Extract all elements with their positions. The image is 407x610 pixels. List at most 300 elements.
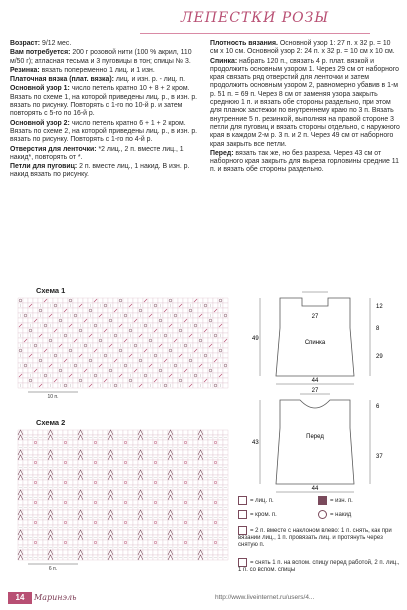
chart-cell	[148, 510, 153, 515]
chart-cell	[43, 328, 48, 333]
chart-cell	[98, 328, 103, 333]
chart-cell	[68, 430, 73, 435]
chart-cell	[163, 383, 168, 388]
chart-cell	[78, 435, 83, 440]
chart-cell	[133, 440, 138, 445]
chart-cell	[143, 460, 148, 465]
chart-cell	[93, 540, 98, 545]
chart-cell	[108, 480, 113, 485]
chart-cell	[18, 348, 23, 353]
chart-cell	[208, 530, 213, 535]
chart-cell	[58, 500, 63, 505]
chart-cell	[108, 318, 113, 323]
chart-cell	[33, 470, 38, 475]
chart-cell	[88, 298, 93, 303]
chart-cell	[83, 348, 88, 353]
chart-cell	[178, 470, 183, 475]
chart-cell	[28, 378, 33, 383]
chart-cell	[18, 475, 23, 480]
chart-cell	[133, 500, 138, 505]
chart-cell	[113, 348, 118, 353]
chart-cell	[73, 480, 78, 485]
chart-cell	[178, 318, 183, 323]
chart-cell	[33, 500, 38, 505]
chart-cell	[53, 368, 58, 373]
chart-cell	[203, 308, 208, 313]
chart-cell	[213, 550, 218, 555]
chart-cell	[53, 303, 58, 308]
chart-cell	[163, 500, 168, 505]
chart-cell	[48, 440, 53, 445]
chart-cell	[223, 373, 228, 378]
chart-cell	[18, 440, 23, 445]
chart-cell	[23, 298, 28, 303]
legend-knit: = лиц. п.	[250, 498, 274, 505]
chart-cell	[203, 530, 208, 535]
chart-cell	[173, 333, 178, 338]
chart-cell	[163, 328, 168, 333]
chart-cell	[208, 328, 213, 333]
chart-cell	[23, 430, 28, 435]
chart-cell	[138, 338, 143, 343]
chart-cell	[188, 480, 193, 485]
chart-cell	[198, 515, 203, 520]
garter-value: лиц. и изн. р. - лиц. п.	[115, 76, 186, 84]
chart-cell	[143, 540, 148, 545]
chart-cell	[38, 450, 43, 455]
chart-cell	[93, 550, 98, 555]
chart-cell	[168, 308, 173, 313]
chart-cell	[88, 540, 93, 545]
chart-cell	[153, 500, 158, 505]
chart-cell	[158, 338, 163, 343]
chart-cell	[138, 470, 143, 475]
chart-cell	[163, 520, 168, 525]
chart-cell	[98, 450, 103, 455]
chart-cell	[18, 550, 23, 555]
chart-cell	[43, 333, 48, 338]
chart-cell	[93, 530, 98, 535]
chart-cell	[218, 450, 223, 455]
chart-cell	[163, 338, 168, 343]
chart-cell	[23, 480, 28, 485]
chart-cell	[183, 358, 188, 363]
chart-cell	[138, 378, 143, 383]
chart-cell	[198, 480, 203, 485]
chart-cell	[138, 475, 143, 480]
chart-cell	[53, 318, 58, 323]
chart-cell	[138, 358, 143, 363]
chart-cell	[143, 530, 148, 535]
chart-cell	[73, 460, 78, 465]
chart-cell	[98, 308, 103, 313]
chart-cell	[128, 308, 133, 313]
chart-cell	[193, 540, 198, 545]
chart-cell	[133, 490, 138, 495]
chart-cell	[123, 450, 128, 455]
chart-cell	[203, 383, 208, 388]
chart-cell	[223, 530, 228, 535]
chart-cell	[98, 550, 103, 555]
chart-cell	[103, 520, 108, 525]
chart-cell	[223, 368, 228, 373]
chart-cell	[198, 348, 203, 353]
chart-cell	[188, 440, 193, 445]
chart-cell	[173, 308, 178, 313]
chart-cell	[158, 450, 163, 455]
chart-cell	[173, 353, 178, 358]
chart-cell	[148, 318, 153, 323]
chart-cell	[148, 530, 153, 535]
chart-cell	[218, 308, 223, 313]
chart-cell	[48, 520, 53, 525]
chart-cell	[43, 358, 48, 363]
chart-cell	[153, 343, 158, 348]
chart-cell	[83, 353, 88, 358]
chart-cell	[63, 480, 68, 485]
chart-cell	[18, 378, 23, 383]
chart-cell	[208, 450, 213, 455]
chart-cell	[93, 338, 98, 343]
chart-cell	[18, 520, 23, 525]
chart-cell	[103, 343, 108, 348]
chart-cell	[138, 515, 143, 520]
chart-cell	[178, 298, 183, 303]
chart-cell	[118, 490, 123, 495]
chart-cell	[148, 480, 153, 485]
chart-cell	[103, 460, 108, 465]
chart-cell	[208, 480, 213, 485]
chart-cell	[38, 510, 43, 515]
chart-cell	[63, 318, 68, 323]
chart-cell	[198, 500, 203, 505]
chart-cell	[58, 460, 63, 465]
chart-cell	[73, 343, 78, 348]
chart-cell	[183, 298, 188, 303]
chart-cell	[133, 460, 138, 465]
chart-cell	[128, 318, 133, 323]
chart-cell	[23, 328, 28, 333]
chart-cell	[123, 358, 128, 363]
chart-cell	[113, 480, 118, 485]
chart-cell	[178, 308, 183, 313]
chart-cell	[193, 378, 198, 383]
chart-cell	[43, 338, 48, 343]
chart-cell	[128, 480, 133, 485]
chart-cell	[193, 440, 198, 445]
chart-cell	[163, 368, 168, 373]
chart-cell	[63, 550, 68, 555]
chart-cell	[213, 338, 218, 343]
chart-cell	[118, 520, 123, 525]
chart-cell	[168, 550, 173, 555]
chart-cell	[223, 303, 228, 308]
chart-cell	[58, 510, 63, 515]
chart-cell	[203, 338, 208, 343]
chart-cell	[108, 450, 113, 455]
chart-cell	[168, 450, 173, 455]
chart-cell	[43, 368, 48, 373]
chart-cell	[108, 378, 113, 383]
chart-cell	[38, 368, 43, 373]
chart-cell	[173, 540, 178, 545]
chart-cell	[38, 308, 43, 313]
chart-cell	[73, 550, 78, 555]
chart-cell	[203, 540, 208, 545]
chart-cell	[108, 520, 113, 525]
chart-cell	[153, 430, 158, 435]
chart-cell	[128, 298, 133, 303]
chart-cell	[198, 435, 203, 440]
chart-cell	[158, 470, 163, 475]
chart-cell	[28, 490, 33, 495]
chart-cell	[148, 520, 153, 525]
chart-cell	[138, 328, 143, 333]
chart-cell	[218, 338, 223, 343]
chart-cell	[133, 378, 138, 383]
legend-slip: = снять 1 п. на вспом. спицу перед работой, 2 п. лиц., 1 п. со вспом. спицы	[238, 560, 400, 574]
chart-cell	[83, 500, 88, 505]
chart-cell	[98, 540, 103, 545]
chart-cell	[193, 430, 198, 435]
chart-cell	[18, 328, 23, 333]
materials-label: Вам потребуется:	[10, 49, 71, 57]
chart-cell	[33, 490, 38, 495]
chart-cell	[63, 343, 68, 348]
chart-cell	[153, 520, 158, 525]
chart-cell	[18, 455, 23, 460]
chart-cell	[133, 363, 138, 368]
chart-cell	[213, 303, 218, 308]
chart-cell	[178, 328, 183, 333]
chart-cell	[153, 363, 158, 368]
chart-cell	[213, 323, 218, 328]
chart-cell	[138, 308, 143, 313]
chart-cell	[143, 520, 148, 525]
chart-cell	[83, 313, 88, 318]
chart-cell	[183, 550, 188, 555]
chart-cell	[43, 303, 48, 308]
chart-cell	[103, 470, 108, 475]
chart-cell	[133, 510, 138, 515]
chart-cell	[133, 540, 138, 545]
chart-cell	[108, 435, 113, 440]
chart-cell	[113, 338, 118, 343]
chart-cell	[33, 550, 38, 555]
chart-cell	[163, 480, 168, 485]
chart-cell	[103, 323, 108, 328]
chart-cell	[103, 358, 108, 363]
chart-cell	[53, 298, 58, 303]
chart-cell	[163, 313, 168, 318]
chart-cell	[98, 318, 103, 323]
chart-cell	[118, 328, 123, 333]
chart-cell	[188, 358, 193, 363]
chart-cell	[83, 323, 88, 328]
chart-cell	[213, 490, 218, 495]
chart-cell	[208, 550, 213, 555]
chart-cell	[28, 510, 33, 515]
age-label: Возраст:	[10, 40, 41, 47]
chart-cell	[168, 338, 173, 343]
chart-cell	[128, 550, 133, 555]
chart-cell	[218, 460, 223, 465]
schema2-chart	[16, 428, 236, 576]
chart-cell	[168, 328, 173, 333]
chart-cell	[83, 490, 88, 495]
chart-cell	[68, 368, 73, 373]
chart-cell	[23, 520, 28, 525]
chart-cell	[163, 510, 168, 515]
chart-cell	[208, 298, 213, 303]
chart-cell	[158, 430, 163, 435]
chart-cell	[118, 550, 123, 555]
chart-cell	[153, 303, 158, 308]
chart-cell	[188, 510, 193, 515]
chart-cell	[193, 368, 198, 373]
chart-cell	[63, 323, 68, 328]
chart-cell	[38, 460, 43, 465]
chart-cell	[83, 440, 88, 445]
chart-cell	[143, 353, 148, 358]
chart-cell	[208, 430, 213, 435]
chart-cell	[78, 520, 83, 525]
chart-cell	[123, 520, 128, 525]
chart-cell	[113, 510, 118, 515]
chart-cell	[198, 378, 203, 383]
back-label: Спинка:	[210, 57, 238, 65]
chart-cell	[143, 378, 148, 383]
chart-cell	[98, 368, 103, 373]
chart-cell	[123, 500, 128, 505]
chart-cell	[148, 378, 153, 383]
chart-cell	[198, 430, 203, 435]
chart-cell	[223, 470, 228, 475]
chart-cell	[198, 540, 203, 545]
chart-cell	[88, 358, 93, 363]
chart-cell	[48, 475, 53, 480]
chart-cell	[108, 430, 113, 435]
chart-cell	[183, 353, 188, 358]
chart-cell	[143, 338, 148, 343]
schema1-chart	[16, 296, 236, 408]
chart-cell	[108, 460, 113, 465]
chart-cell	[93, 520, 98, 525]
chart-cell	[113, 363, 118, 368]
chart-cell	[123, 510, 128, 515]
chart-cell	[173, 470, 178, 475]
chart-cell	[223, 328, 228, 333]
chart-cell	[18, 535, 23, 540]
chart-cell	[73, 368, 78, 373]
chart-cell	[88, 450, 93, 455]
rib-label: Резинка:	[10, 66, 40, 74]
chart-cell	[198, 308, 203, 313]
chart-cell	[208, 308, 213, 313]
chart-cell	[103, 383, 108, 388]
chart-cell	[153, 358, 158, 363]
chart-cell	[223, 540, 228, 545]
pattern1-label: Основной узор 1:	[10, 85, 70, 93]
chart-cell	[123, 480, 128, 485]
chart-cell	[33, 328, 38, 333]
chart-cell	[93, 440, 98, 445]
back-total-label: 49	[252, 336, 259, 342]
chart-cell	[213, 460, 218, 465]
chart-cell	[63, 510, 68, 515]
chart-cell	[103, 500, 108, 505]
chart-cell	[23, 363, 28, 368]
front-piece-label: Перед	[306, 434, 324, 440]
chart-cell	[78, 368, 83, 373]
chart-cell	[98, 530, 103, 535]
chart-cell	[113, 313, 118, 318]
chart-cell	[58, 430, 63, 435]
chart-cell	[193, 500, 198, 505]
chart-cell	[148, 540, 153, 545]
chart-cell	[98, 298, 103, 303]
chart-cell	[148, 368, 153, 373]
chart-cell	[168, 348, 173, 353]
front-label: Перед:	[210, 149, 234, 157]
chart-cell	[168, 455, 173, 460]
chart-cell	[93, 510, 98, 515]
chart-cell	[163, 343, 168, 348]
chart-cell	[108, 500, 113, 505]
chart-cell	[153, 313, 158, 318]
chart-cell	[213, 430, 218, 435]
chart-cell	[78, 338, 83, 343]
chart-cell	[73, 353, 78, 358]
chart-cell	[133, 470, 138, 475]
source-url[interactable]: http://www.liveinternet.ru/users/4...	[215, 594, 315, 601]
chart-cell	[113, 520, 118, 525]
chart-cell	[188, 470, 193, 475]
chart-cell	[188, 318, 193, 323]
chart-cell	[143, 343, 148, 348]
chart-cell	[193, 510, 198, 515]
chart-cell	[153, 323, 158, 328]
chart-cell	[128, 540, 133, 545]
chart-cell	[68, 540, 73, 545]
chart-cell	[138, 450, 143, 455]
chart-cell	[48, 480, 53, 485]
back-top-label: 12	[376, 304, 383, 310]
chart-cell	[158, 540, 163, 545]
chart-cell	[118, 470, 123, 475]
chart-cell	[48, 530, 53, 535]
chart-cell	[68, 298, 73, 303]
chart-cell	[83, 373, 88, 378]
chart-cell	[133, 338, 138, 343]
chart-cell	[148, 450, 153, 455]
chart-cell	[43, 480, 48, 485]
chart-cell	[33, 540, 38, 545]
chart-cell	[53, 490, 58, 495]
purl-symbol-icon	[318, 496, 327, 505]
chart-cell	[78, 470, 83, 475]
chart-cell	[148, 470, 153, 475]
page-number: 14	[8, 592, 32, 604]
chart-cell	[153, 530, 158, 535]
chart-cell	[153, 440, 158, 445]
chart-cell	[28, 338, 33, 343]
front-value: вязать так же, но без разреза. Через 43 см от наборного края закрыть для выреза горловины средние 11 п. и вязать обе стороны раздельно.	[210, 149, 399, 174]
chart-cell	[133, 353, 138, 358]
chart-cell	[48, 470, 53, 475]
chart-cell	[198, 338, 203, 343]
chart-cell	[53, 363, 58, 368]
